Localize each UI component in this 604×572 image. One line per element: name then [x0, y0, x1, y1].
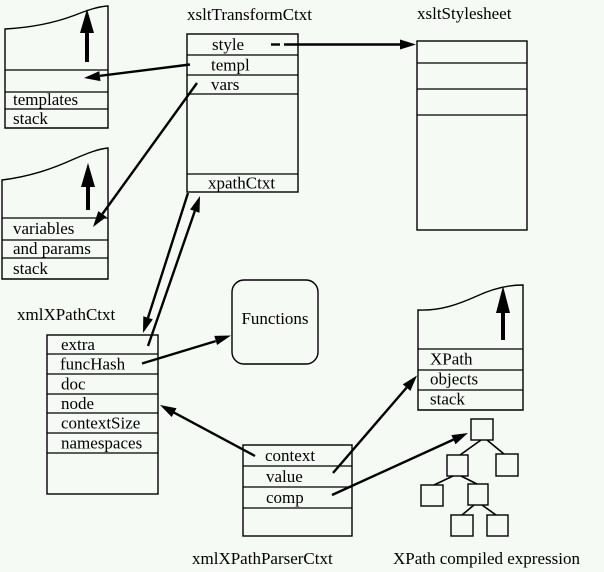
- arrow-funchash-to-functions: [142, 336, 231, 364]
- compiled-expression-tree: [393, 419, 580, 568]
- field-label-doc: doc: [61, 374, 86, 394]
- arrow-extra-to-xpathctxt: [148, 196, 200, 346]
- arrowhead-icon: [190, 196, 200, 213]
- arrow-context-to-node: [160, 405, 255, 456]
- field-label-templ: templ: [211, 55, 250, 75]
- arrowhead-icon: [451, 433, 468, 444]
- arrow-shaft: [142, 341, 216, 363]
- stack-growth-arrowhead-icon: [496, 286, 510, 313]
- variables-stack-label: variables: [13, 219, 75, 238]
- functions-label: Functions: [241, 309, 309, 328]
- arrow-shaft: [148, 211, 195, 346]
- arrow-value-to-objects-stack: [333, 376, 417, 474]
- stylesheet-box: [417, 41, 527, 230]
- stylesheet-title: xsltStylesheet: [417, 4, 512, 23]
- xpath-objects-stack: [418, 285, 523, 410]
- tree-node-square: [487, 515, 508, 536]
- tree-edge: [487, 440, 504, 454]
- tree-node-square: [496, 454, 518, 476]
- parser-ctxt-title: xmlXPathParserCtxt: [192, 549, 333, 568]
- arrow-style-to-stylesheet: [271, 40, 416, 50]
- tree-node-square: [447, 455, 468, 476]
- field-label-vars: vars: [211, 75, 240, 94]
- stylesheet-struct: [417, 4, 527, 230]
- arrowhead-icon: [93, 211, 106, 227]
- tree-node-square: [421, 485, 443, 506]
- field-label-comp: comp: [266, 488, 304, 507]
- variables-stack-label: and params: [13, 239, 91, 258]
- field-label-value: value: [266, 467, 303, 486]
- arrow-templ-to-templates-stack: [84, 65, 190, 82]
- tree-node-square: [468, 484, 488, 505]
- field-label-context: context: [265, 446, 316, 465]
- arrowhead-icon: [400, 40, 416, 50]
- field-label-funchash: funcHash: [60, 354, 126, 374]
- arrowhead-icon: [214, 336, 231, 346]
- variables-stack: [2, 148, 108, 279]
- stack-growth-arrowhead-icon: [81, 163, 95, 187]
- tree-edge: [460, 440, 481, 455]
- tree-edge: [462, 505, 474, 515]
- transform-ctxt-struct: [187, 5, 312, 193]
- field-label-style: style: [212, 35, 245, 54]
- tree-edge: [434, 476, 453, 485]
- arrow-shaft: [102, 83, 197, 214]
- xpath-ctxt-struct: [17, 305, 158, 494]
- xpath-objects-stack-label: objects: [430, 369, 479, 389]
- tree-edge: [482, 505, 496, 515]
- templates-stack-label: stack: [13, 109, 48, 128]
- field-label-namespaces: namespaces: [61, 433, 143, 453]
- arrowhead-icon: [160, 405, 177, 417]
- arrow-xpathctxt-to-xmlxpathctxt: [143, 193, 188, 333]
- arrow-shaft: [174, 413, 255, 456]
- xpath-ctxt-title: xmlXPathCtxt: [17, 305, 116, 324]
- compiled-expression-caption: XPath compiled expression: [393, 549, 580, 568]
- arrow-shaft: [100, 65, 190, 76]
- transform-ctxt-title: xsltTransformCtxt: [187, 5, 313, 24]
- xpath-objects-stack-label: stack: [430, 389, 465, 409]
- pointer-arrows: [84, 40, 468, 496]
- arrowhead-icon: [84, 71, 101, 81]
- templates-stack: [5, 6, 108, 128]
- functions-box: [232, 280, 318, 364]
- parser-ctxt-struct: [192, 445, 352, 568]
- tree-node-square: [451, 515, 473, 536]
- field-label-node: node: [61, 394, 95, 413]
- arrow-shaft: [148, 193, 188, 318]
- arrow-shaft: [332, 440, 453, 495]
- field-label-contextsize: contextSize: [61, 413, 141, 433]
- tree-edge: [461, 476, 477, 484]
- templates-stack-label: templates: [13, 90, 79, 109]
- xpath-objects-stack-label: XPath: [430, 349, 473, 369]
- field-label-extra: extra: [61, 335, 95, 354]
- arrow-shaft: [333, 388, 407, 473]
- tree-node-square: [471, 419, 493, 440]
- field-label-xpathctxt: xpathCtxt: [208, 173, 276, 193]
- variables-stack-label: stack: [13, 259, 48, 278]
- arrowhead-icon: [143, 316, 153, 333]
